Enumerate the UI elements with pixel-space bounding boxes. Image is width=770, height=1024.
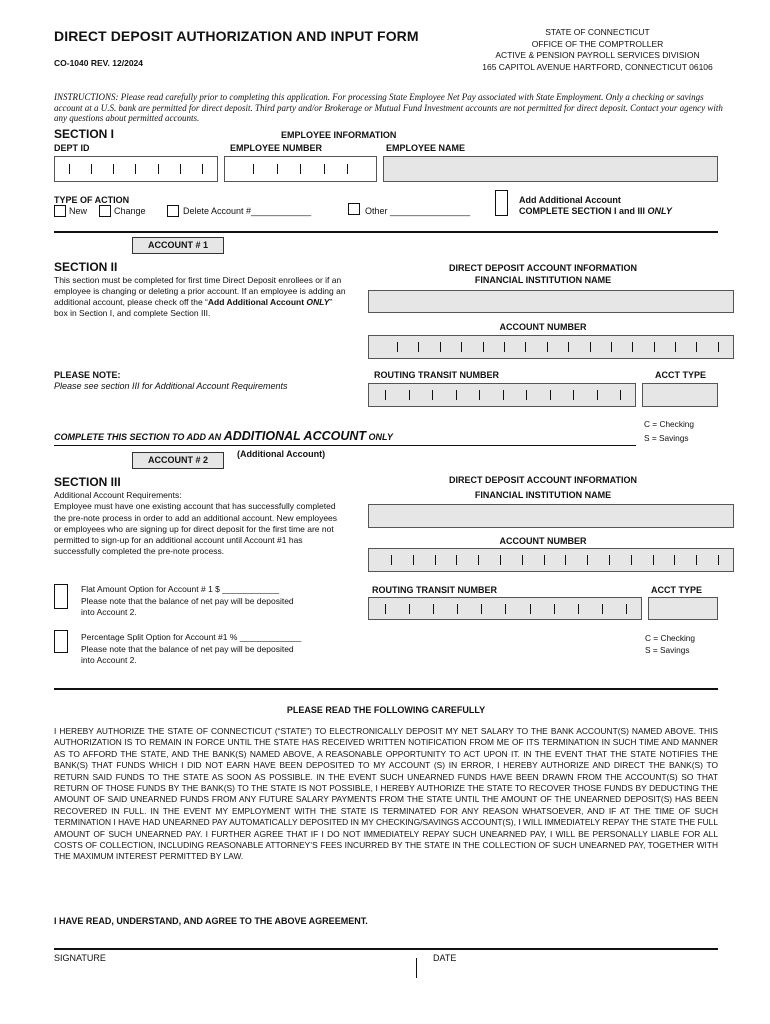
additional-account-banner: [54, 429, 393, 443]
employee-name-label: EMPLOYEE NAME: [386, 143, 466, 153]
pct-option-line3: into Account 2.: [81, 655, 137, 665]
divider: [54, 688, 718, 690]
routing-number-field-2[interactable]: [368, 597, 642, 620]
percentage-split-option: [81, 632, 301, 667]
routing-label-2: ROUTING TRANSIT NUMBER: [372, 585, 497, 595]
agreement-heading: PLEASE READ THE FOLLOWING CAREFULLY: [286, 705, 486, 715]
acct-type-label-2: ACCT TYPE: [651, 585, 703, 595]
flat-option-line3: into Account 2.: [81, 607, 137, 617]
agency-line: STATE OF CONNECTICUT: [545, 27, 650, 37]
banner-prefix: COMPLETE THIS SECTION TO ADD AN: [54, 432, 224, 442]
account-number-field-1[interactable]: [368, 335, 734, 359]
account-number-label-2: ACCOUNT NUMBER: [499, 536, 587, 546]
financial-institution-field-1[interactable]: [368, 290, 734, 313]
form-number: CO-1040 REV. 12/2024: [54, 58, 143, 68]
agency-line: ACTIVE & PENSION PAYROLL SERVICES DIVISION: [495, 50, 700, 60]
banner-emphasis: ADDITIONAL ACCOUNT: [223, 429, 367, 443]
fin-inst-label-2: FINANCIAL INSTITUTION NAME: [474, 490, 612, 500]
section-1-label: SECTION I: [54, 127, 115, 141]
agreement-text: I HEREBY AUTHORIZE THE STATE OF CONNECTICUT (“STATE”) TO ELECTRONICALLY DEPOSIT MY NET SALARY TO THE BANK ACCOUNT(S) NAMED ABOVE. THIS AUTHORIZATION IS TO REMAIN IN FORCE UNTIL THE STATE HAS RECEIVED WRITTEN NOTIFICATION FROM ME OF ITS TERMINATION IN SUCH TIME AND MANNER AS TO AFFORD THE STATE, AND THE BANK(S) NAMED ABOVE, A REASONABLE OPPORTUNITY TO ACT UPON IT. IN THE EVENT THAT THE STATE NOTIFIES THE BANK(S) THAT FUNDS WHICH I DID NOT EARN HAVE BEEN DEPOSITED TO MY ACCOUNT (S) IN ERROR, I HEREBY AUTHORIZE AND DIRECT THE BANK(S) TO RETURN SAID FUNDS TO THE STATE AS SOON AS POSSIBLE. IN THE EVENT SUCH UNEARNED FUNDS HAVE BEEN DRAWN FROM THE ACCOUNT(S) SO THAT RETURN OF THOSE FUNDS BY THE BANK(S) TO THE STATE IS NOT POSSIBLE, I HEREBY AUTHORIZE THE STATE TO RECOVER THOSE FUNDS BY DEDUCTING THE AMOUNT OF SAID UNEARNED FUNDS FROM ANY FUTURE SALARY PAYMENTS FROM THE STATE UNTIL THE AMOUNT OF THE UNEARNED DEPOSIT(S) HAS BEEN RECOVERED IN FULL. IN THE EVENT MY EMPLOYMENT WITH THE STATE IS TERMINATED FOR ANY REASON WHATSOEVER, AND IF AT THE TIME OF SUCH TERMINATION I HAVE HAD UNEARNED PAY AUTOMATICALLY DEPOSITED IN MY CHECKING/SAVINGS ACCOUNT(S), I WILL IMMEDIATELY REPAY THE STATE THE FULL AMOUNT OF SUCH UNEARNED PAY. I FURTHER AGREE THAT IF I DO NOT IMMEDIATELY REPAY SUCH UNEARNED PAY, I WILL BE PERSONALLY LIABLE FOR ALL COSTS OF COLLECTION, INCLUDING REASONABLE ATTORNEY’S FEES INCURRED BY THE STATE IN THE COLLECTION OF SUCH UNEARNED PAY, TOGETHER WITH THE MAXIMUM INTEREST PERMITTED BY LAW.: [54, 726, 718, 862]
other-label: Other ________________: [365, 206, 471, 216]
delete-account-label: Delete Account #____________: [183, 206, 312, 216]
change-checkbox[interactable]: [99, 205, 111, 217]
requirements-block: [54, 490, 346, 558]
additional-account-subtitle: (Additional Account): [237, 449, 326, 459]
acct-type-legend-1: [644, 418, 694, 445]
type-of-action-label: TYPE OF ACTION: [54, 195, 130, 205]
please-note-text: Please see section III for Additional Account Requirements: [54, 381, 288, 391]
routing-number-field-1[interactable]: [368, 383, 636, 407]
date-field[interactable]: [420, 964, 718, 982]
account-2-tab: ACCOUNT # 2: [132, 452, 224, 469]
section-3-label: SECTION III: [54, 475, 121, 489]
routing-label-1: ROUTING TRANSIT NUMBER: [374, 370, 499, 380]
pct-option-line1: Percentage Split Option for Account #1 % _____________: [81, 632, 302, 642]
flat-option-line1: Flat Amount Option for Account # 1 $ ____________: [81, 584, 280, 594]
requirements-text: Employee must have one existing account that has successfully completed the pre-note process in order to add an additional account. New employees or employees who are signing up for direct deposit for the first time are not permitted to sign-up for an additional account until Account #1 has successfully completed the pre-note process.: [54, 501, 338, 557]
dept-id-label: DEPT ID: [54, 143, 90, 153]
pct-option-line2: Please note that the balance of net pay will be deposited: [81, 643, 294, 654]
desc-part-d: ” box in Section I, and complete Section III.: [54, 297, 333, 318]
please-note-label: PLEASE NOTE:: [54, 370, 121, 380]
signature-date-separator: [416, 958, 417, 978]
fin-inst-label-1: FINANCIAL INSTITUTION NAME: [474, 275, 612, 285]
banner-underline: [54, 445, 636, 446]
checking-legend: C = Checking: [644, 419, 695, 429]
account-number-field-2[interactable]: [368, 548, 734, 572]
desc-part-b: Add Additional Account: [207, 297, 307, 307]
desc-part-c: ONLY: [306, 297, 330, 307]
percentage-split-checkbox[interactable]: [54, 630, 68, 653]
agreement-acknowledge: I HAVE READ, UNDERSTAND, AND AGREE TO THE ABOVE AGREEMENT.: [54, 916, 368, 926]
employee-number-label: EMPLOYEE NUMBER: [230, 143, 323, 153]
requirements-title: Additional Account Requirements:: [54, 490, 182, 500]
employee-info-heading: EMPLOYEE INFORMATION: [281, 130, 397, 140]
new-label: New: [69, 206, 88, 216]
account-number-label-1: ACCOUNT NUMBER: [499, 322, 587, 332]
banner-suffix: ONLY: [366, 432, 393, 442]
signature-line: [54, 948, 718, 950]
savings-legend: S = Savings: [644, 432, 689, 443]
desc-part-a: This section must be completed for first time Direct Deposit enrollees or if an employee is changing or deleting a prior account. If an employee is adding an additional account, please check off the “: [54, 275, 346, 307]
add-additional-account-checkbox[interactable]: [495, 190, 508, 216]
flat-amount-option: [81, 584, 294, 619]
flat-option-line2: Please note that the balance of net pay will be deposited: [81, 595, 294, 606]
dd-info-heading-1: DIRECT DEPOSIT ACCOUNT INFORMATION: [449, 263, 637, 273]
financial-institution-field-2[interactable]: [368, 504, 734, 528]
dd-info-heading-2: DIRECT DEPOSIT ACCOUNT INFORMATION: [449, 475, 637, 485]
savings-legend: S = Savings: [645, 645, 690, 655]
add-account-only: ONLY: [647, 206, 672, 216]
add-account-line2: [519, 206, 672, 217]
acct-type-label-1: ACCT TYPE: [655, 370, 707, 380]
date-label: DATE: [433, 953, 457, 963]
acct-type-field-1[interactable]: [642, 383, 718, 407]
flat-amount-checkbox[interactable]: [54, 584, 68, 609]
employee-number-field[interactable]: [224, 156, 377, 182]
section-2-description: [54, 275, 346, 319]
add-account-line1: Add Additional Account: [519, 195, 621, 205]
agency-block: [470, 27, 725, 73]
signature-label: SIGNATURE: [54, 953, 106, 963]
instructions: INSTRUCTIONS: Please read carefully prior to completing this application. For processing State Employee Net Pay associated with State Employment. Only a checking or savings account at a U.S. bank are permitted for direct deposit. Third party and/or Brokerage or Mutual Fund Investment accounts are not permitted for direct deposit. Contact your agency with any questions about permitted accounts.: [54, 92, 723, 123]
checking-legend: C = Checking: [645, 633, 696, 643]
agency-line: OFFICE OF THE COMPTROLLER: [531, 38, 664, 49]
change-label: Change: [114, 206, 146, 216]
dept-id-field[interactable]: [54, 156, 218, 182]
divider: [54, 231, 718, 233]
account-1-tab: ACCOUNT # 1: [132, 237, 224, 254]
delete-account-checkbox[interactable]: [167, 205, 179, 217]
acct-type-legend-2: [645, 632, 695, 656]
employee-name-field[interactable]: [383, 156, 718, 182]
signature-field[interactable]: [54, 964, 414, 982]
acct-type-field-2[interactable]: [648, 597, 718, 620]
agency-line: 165 CAPITOL AVENUE HARTFORD, CONNECTICUT 06106: [482, 61, 713, 72]
new-checkbox[interactable]: [54, 205, 66, 217]
add-account-line2-text: COMPLETE SECTION I and III: [519, 206, 648, 216]
other-checkbox[interactable]: [348, 203, 360, 215]
form-title: DIRECT DEPOSIT AUTHORIZATION AND INPUT FORM: [54, 28, 419, 44]
section-2-label: SECTION II: [54, 260, 118, 274]
